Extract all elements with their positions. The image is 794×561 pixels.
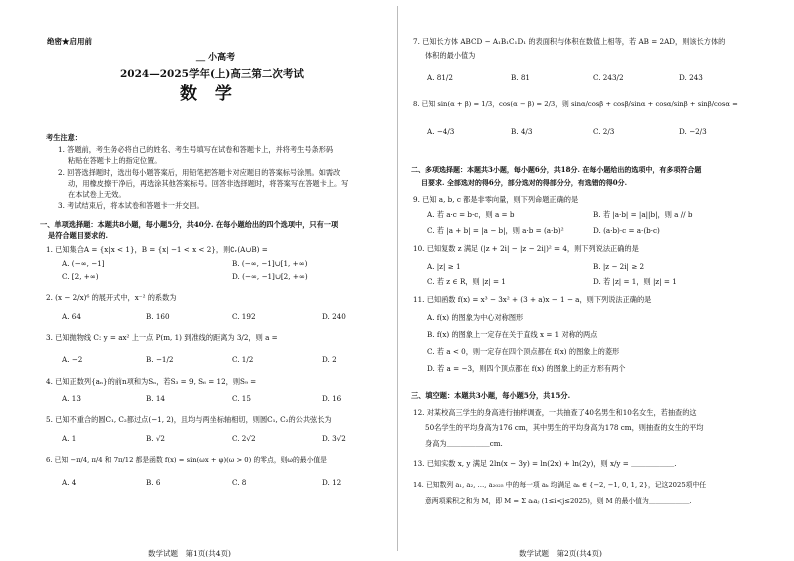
question-12-blank: 身高为＿＿＿＿＿＿cm.: [425, 439, 503, 448]
q9-option-c: C. 若 |a + b| = |a − b|，则 a·b = (a·b)²: [427, 226, 564, 235]
section-2-heading-cont: 目要求. 全部选对的得6分，部分选对的得部分分，有选错的得0分.: [421, 178, 628, 187]
q4-option-a: A. 13: [62, 394, 81, 403]
q4-option-b: B. 14: [146, 394, 165, 403]
notice-line: 动，用橡皮擦干净后，再选涂其他答案标号。回答非选择题时，将答案写在答题卡上。写: [68, 179, 349, 188]
question-3: 3. 已知抛物线 C: y = ax² 上一点 P(m, 1) 到准线的距离为 3/2，则 a =: [46, 333, 278, 342]
notice-line: 2. 回答选择题时，选出每小题答案后，用铅笔把答题卡对应题目的答案标号涂黑。如需改: [58, 168, 341, 177]
question-6: 6. 已知 −π/4, π/4 和 7π/12 都是函数 f(x) = sin(ωx + φ)(ω > 0) 的零点，则ω的最小值是: [46, 456, 327, 464]
q10-option-c: C. 若 z ∈ R，则 |z| = 1: [427, 277, 506, 286]
org-name: ＿ 小高考: [196, 53, 236, 63]
question-2: 2. (x − 2/x)⁶ 的展开式中，x⁻² 的系数为: [46, 293, 177, 302]
section-2-heading: 二、多项选择题：本题共3小题，每小题6分，共18分. 在每小题给出的选项中，有多项符合题: [411, 165, 702, 174]
page-footer-2: 数学试题 第2页(共4页): [519, 549, 602, 558]
q3-option-a: A. −2: [62, 355, 83, 364]
question-5: 5. 已知不重合的圆C₁, C₂都过点(−1, 2)，且均与两坐标轴相切，则圆C₁, C₂的公共弦长为: [46, 415, 332, 424]
secret-label: 绝密★启用前: [47, 37, 92, 46]
notice-line: 粘贴在答题卡上的指定位置。: [68, 156, 162, 165]
q3-option-d: D. 2: [322, 355, 337, 364]
q5-option-b: B. √2: [146, 434, 166, 443]
notice-line: 在本试卷上无效。: [68, 190, 126, 199]
question-9: 9. 已知 a, b, c 都是非零向量，则下列命题正确的是: [413, 195, 579, 204]
q10-option-b: B. |z − 2i| ≥ 2: [593, 262, 645, 271]
notice-line: 1. 答题前，考生务必将自己的姓名、考生号填写在试卷和答题卡上，并将考生号条形码: [58, 145, 334, 154]
q8-option-b: B. 4/3: [511, 127, 533, 136]
q7-option-c: C. 243/2: [593, 73, 624, 82]
q3-option-c: C. 1/2: [232, 355, 254, 364]
page-footer-1: 数学试题 第1页(共4页): [148, 549, 231, 558]
section-1-heading-cont: 是符合题目要求的.: [48, 231, 109, 240]
question-14: 14. 已知数列 a₁, a₂, …, a₂₀₂₅ 中的每一项 aₖ 均满足 aₖ ∈ {−2, −1, 0, 1, 2}，记这2025项中任: [413, 481, 707, 489]
q10-option-a: A. |z| ≥ 1: [427, 262, 461, 271]
question-8: 8. 已知 sin(α + β) = 1/3，cos(α − β) = 2/3，则 sinα/cosβ + cosβ/sinα + cosα/sinβ + sinβ/cosα =: [413, 100, 738, 108]
question-10: 10. 已知复数 z 满足 (|z + 2i| − |z − 2i|)² = 4，则下列说法正确的是: [413, 244, 639, 253]
q3-option-b: B. −1/2: [146, 355, 174, 364]
q7-option-a: A. 81/2: [427, 73, 453, 82]
q4-option-c: C. 15: [232, 394, 251, 403]
q4-option-d: D. 16: [322, 394, 342, 403]
question-14-cont: 意两项乘积之和为 M，即 M = Σ aᵢaⱼ (1≤i<j≤2025)，则 M 的最小值为＿＿＿＿＿＿.: [425, 497, 692, 505]
q1-option-a: A. (−∞, −1]: [62, 259, 105, 268]
q2-option-d: D. 240: [322, 312, 346, 321]
q2-option-b: B. 160: [146, 312, 170, 321]
q6-option-d: D. 12: [322, 478, 342, 487]
question-1: 1. 已知集合A = {x|x < 1}，B = {x| −1 < x < 2}，则∁ᵣ(A∪B) =: [46, 245, 268, 254]
question-4: 4. 已知正数列{aₙ}的前n项和为Sₙ，若S₃ = 9, S₆ = 12，则S₉ =: [46, 377, 257, 386]
q11-option-a: A. f(x) 的图象为中心对称图形: [427, 313, 524, 322]
question-12-cont: 50名学生的平均身高为176 cm，其中男生的平均身高为178 cm，则抽查的女生的平均: [425, 423, 704, 432]
q6-option-b: B. 6: [146, 478, 161, 487]
q11-option-d: D. 若 a = −3，则四个顶点都在 f(x) 的图象上的正方形有两个: [427, 364, 626, 373]
q1-option-c: C. [2, +∞): [62, 272, 99, 281]
q9-option-a: A. 若 a·c = b·c，则 a = b: [427, 210, 515, 219]
section-3-heading: 三、填空题：本题共3小题，每小题5分，共15分.: [411, 391, 571, 400]
subject-title: 数 学: [180, 84, 238, 104]
question-7-cont: 体积的最小值为: [425, 51, 476, 60]
q11-option-c: C. 若 a < 0，则一定存在四个顶点都在 f(x) 的图象上的菱形: [427, 347, 620, 356]
q5-option-c: C. 2√2: [232, 434, 256, 443]
q10-option-d: D. 若 |z| = 1，则 |z| = 1: [593, 277, 677, 286]
question-13: 13. 已知实数 x, y 满足 2ln(x − 3y) = ln(2x) + ln(2y)，则 x/y = ＿＿＿＿＿＿.: [413, 459, 677, 468]
q1-option-b: B. (−∞, −1]∪[1, +∞): [232, 259, 308, 268]
q2-option-c: C. 192: [232, 312, 256, 321]
q9-option-b: B. 若 |a·b| = |a||b|，则 a // b: [593, 210, 693, 219]
question-11: 11. 已知函数 f(x) = x³ − 3x² + (3 + a)x − 1 − a，则下列说法正确的是: [413, 295, 652, 304]
q2-option-a: A. 64: [62, 312, 81, 321]
q6-option-a: A. 4: [62, 478, 77, 487]
q9-option-d: D. (a·b)·c = a·(b·c): [593, 226, 660, 235]
q11-option-b: B. f(x) 的图象上一定存在关于直线 x = 1 对称的两点: [427, 330, 598, 339]
q8-option-c: C. 2/3: [593, 127, 615, 136]
question-7: 7. 已知长方体 ABCD − A₁B₁C₁D₁ 的表面积与体积在数值上相等，若 AB = 2AD，则该长方体的: [413, 37, 726, 46]
q1-option-d: D. (−∞, −1]∪[2, +∞): [232, 272, 308, 281]
notice-line: 3. 考试结束后，将本试卷和答题卡一并交回。: [58, 201, 204, 210]
q7-option-d: D. 243: [679, 73, 703, 82]
q8-option-d: D. −2/3: [679, 127, 707, 136]
section-1-heading: 一、单项选择题：本题共8小题，每小题5分，共40分. 在每小题给出的四个选项中，只有一项: [40, 220, 339, 229]
exam-title: 2024—2025学年(上)高三第二次考试: [120, 68, 304, 80]
right-column: [397, 0, 794, 561]
notice-title: 考生注意：: [46, 133, 82, 142]
q5-option-a: A. 1: [62, 434, 77, 443]
question-12: 12. 对某校高三学生的身高进行抽样调查，一共抽查了40名男生和10名女生，若抽查的这: [413, 408, 697, 417]
q7-option-b: B. 81: [511, 73, 530, 82]
q6-option-c: C. 8: [232, 478, 247, 487]
q8-option-a: A. −4/3: [427, 127, 455, 136]
q5-option-d: D. 3√2: [322, 434, 346, 443]
